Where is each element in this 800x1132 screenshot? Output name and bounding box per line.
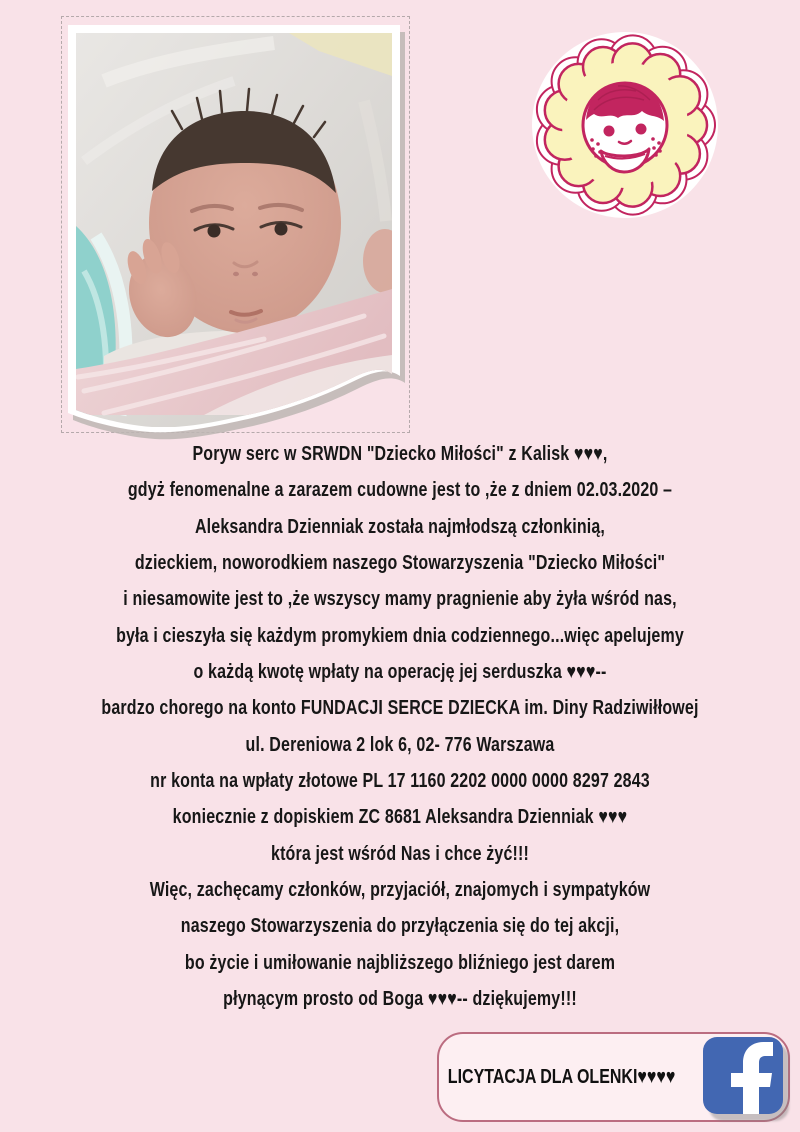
body-text-line: gdyż fenomenalne a zarazem cudowne jest to ,że z dniem 02.03.2020 – bbox=[127, 479, 673, 502]
facebook-icon[interactable] bbox=[703, 1037, 783, 1114]
facebook-f-glyph bbox=[703, 1037, 783, 1114]
body-text-line: bo życie i umiłowanie najbliższego bliźniego jest darem bbox=[184, 951, 616, 974]
body-text-line: koniecznie z dopiskiem ZC 8681 Aleksandra Dzienniak ♥♥♥ bbox=[172, 806, 628, 829]
body-text-line: i niesamowite jest to ,że wszyscy mamy pragnienie aby żyła wśród nas, bbox=[123, 588, 677, 611]
body-text-line: Poryw serc w SRWDN "Dziecko Miłości" z Kalisk ♥♥♥, bbox=[192, 443, 608, 465]
flower-child-logo-icon bbox=[528, 28, 722, 222]
body-text-line: która jest wśród Nas i chce żyć!!! bbox=[271, 842, 529, 865]
baby-photo bbox=[64, 21, 408, 445]
body-text-line: nr konta na wpłaty złotowe PL 17 1160 2202 0000 0000 8297 2843 bbox=[150, 770, 650, 793]
body-text-line: o każdą kwotę wpłaty na operację jej serduszka ♥♥♥-- bbox=[193, 661, 607, 684]
body-text-line: naszego Stowarzyszenia do przyłączenia się do tej akcji, bbox=[180, 915, 620, 938]
baby-photo-content bbox=[76, 33, 407, 427]
body-text-line: Aleksandra Dzienniak została najmłodszą członkinią, bbox=[194, 515, 606, 538]
body-text-line: płynącym prosto od Boga ♥♥♥-- dziękujemy!!! bbox=[223, 988, 577, 1011]
body-text-line: dzieckiem, noworodkiem naszego Stowarzyszenia "Dziecko Miłości" bbox=[134, 552, 666, 575]
appeal-text-block bbox=[0, 436, 800, 1018]
body-text-line: ul. Dereniowa 2 lok 6, 02- 776 Warszawa bbox=[245, 733, 555, 756]
body-text-line: Więc, zachęcamy członków, przyjaciół, znajomych i sympatyków bbox=[149, 879, 651, 902]
body-text-line: była i cieszyła się każdym promykiem dnia codziennego...więc apelujemy bbox=[116, 624, 684, 647]
auction-banner-label: LICYTACJA DLA OLENKI♥♥♥♥ bbox=[447, 1065, 676, 1088]
body-text-line: bardzo chorego na konto FUNDACJI SERCE DZIECKA im. Diny Radziwiłłowej bbox=[101, 697, 699, 720]
